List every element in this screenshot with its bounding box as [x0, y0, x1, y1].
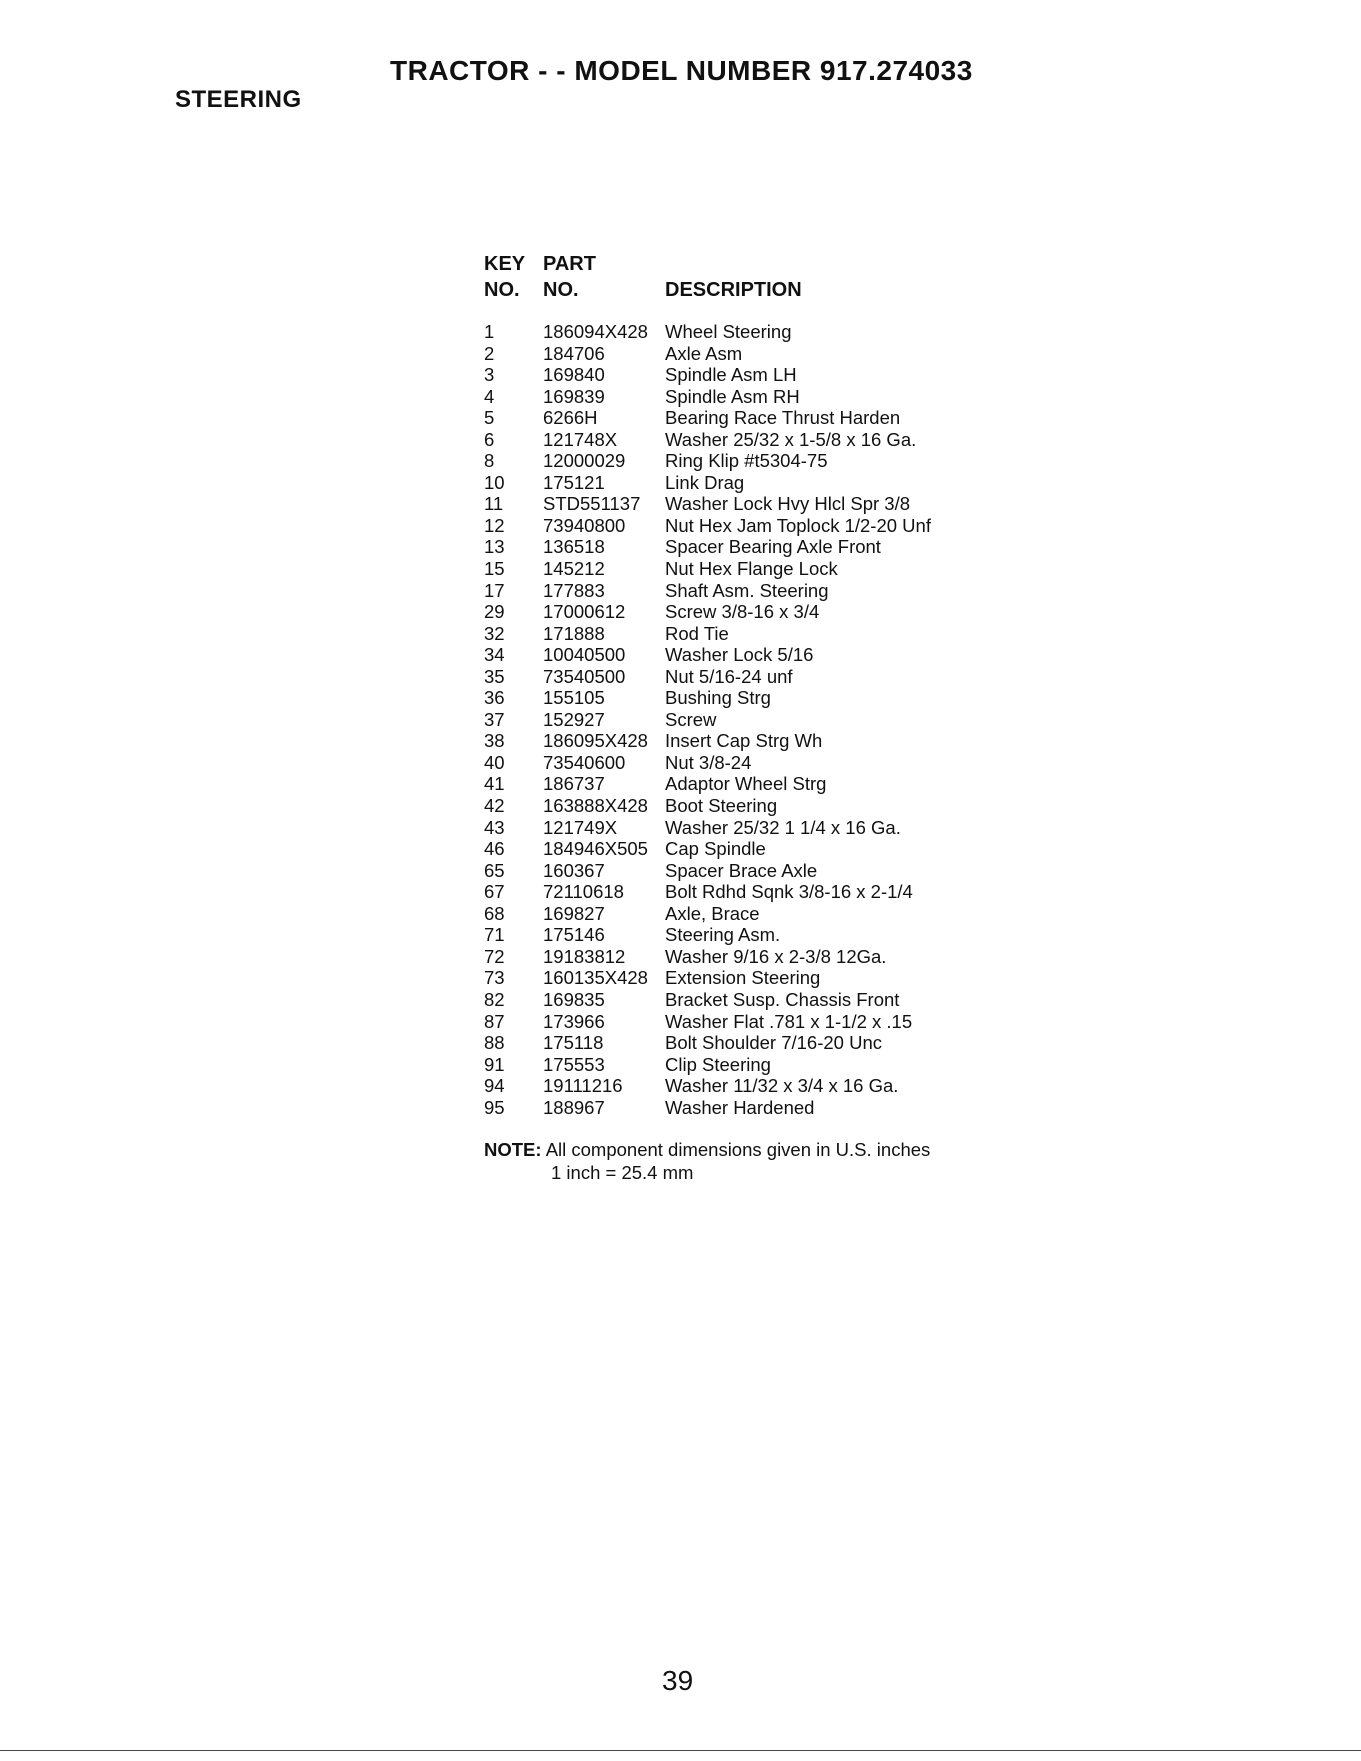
- part-no: 171888: [543, 622, 605, 644]
- header-description: DESCRIPTION: [665, 279, 802, 301]
- part-description: Washer 25/32 1 1/4 x 16 Ga.: [665, 816, 901, 838]
- part-description: Washer Lock Hvy Hlcl Spr 3/8: [665, 493, 911, 515]
- key-no: 82: [484, 988, 505, 1010]
- part-description: Spacer Brace Axle: [665, 859, 818, 881]
- part-no: 12000029: [543, 450, 626, 472]
- note: [484, 1138, 930, 1184]
- page-number: 39: [662, 1665, 694, 1696]
- part-no: 186095X428: [543, 730, 648, 752]
- part-no: 145212: [543, 558, 605, 580]
- part-no: 17000612: [543, 601, 626, 623]
- part-description: Bearing Race Thrust Harden: [665, 407, 901, 429]
- key-no: 1: [484, 321, 495, 342]
- part-description: Washer Flat .781 x 1-1/2 x .15: [665, 1010, 913, 1032]
- part-no: 73540500: [543, 665, 626, 687]
- header-part-line2: NO.: [543, 279, 579, 301]
- page-title: TRACTOR - - MODEL NUMBER 917.274033: [390, 55, 973, 86]
- part-description: Link Drag: [665, 471, 745, 493]
- bottom-rule: [0, 1750, 1361, 1751]
- key-no: 3: [484, 364, 495, 386]
- key-no: 35: [484, 665, 505, 687]
- key-no: 91: [484, 1053, 505, 1075]
- key-no: 71: [484, 924, 505, 946]
- part-description: Spacer Bearing Axle Front: [665, 536, 881, 558]
- part-no: 73540600: [543, 751, 626, 773]
- part-no: 152927: [543, 708, 605, 730]
- key-no: 95: [484, 1096, 505, 1118]
- part-no: 175553: [543, 1053, 605, 1075]
- part-no: 73940800: [543, 514, 626, 536]
- part-no: 169840: [543, 364, 605, 386]
- part-description: Screw: [665, 708, 717, 730]
- part-no: 10040500: [543, 644, 626, 666]
- part-no: 186094X428: [543, 321, 648, 342]
- part-description: Washer 9/16 x 2-3/8 12Ga.: [665, 945, 887, 967]
- key-no: 72: [484, 945, 505, 967]
- header-key-line1: KEY: [484, 253, 526, 275]
- part-description: Rod Tie: [665, 622, 729, 644]
- part-description: Spindle Asm LH: [665, 364, 797, 386]
- part-no: 169839: [543, 385, 605, 407]
- key-no: 68: [484, 902, 505, 924]
- header-key-line2: NO.: [484, 279, 520, 301]
- part-no: 175118: [543, 1032, 604, 1054]
- part-no: 136518: [543, 536, 605, 558]
- note-line2: 1 inch = 25.4 mm: [551, 1162, 694, 1183]
- key-no: 73: [484, 967, 505, 989]
- part-description: Washer 11/32 x 3/4 x 16 Ga.: [665, 1075, 899, 1097]
- note-line1: All component dimensions given in U.S. inches: [545, 1139, 931, 1160]
- key-no: 37: [484, 708, 505, 730]
- part-description: Bolt Rdhd Sqnk 3/8-16 x 2-1/4: [665, 881, 913, 903]
- key-no: 36: [484, 687, 505, 709]
- key-no: 4: [484, 385, 495, 407]
- part-description: Boot Steering: [665, 795, 778, 817]
- part-no: 173966: [543, 1010, 605, 1032]
- key-no: 17: [484, 579, 505, 601]
- key-no: 34: [484, 644, 505, 666]
- part-description: Extension Steering: [665, 967, 821, 989]
- part-description: Ring Klip #t5304-75: [665, 450, 828, 472]
- part-description: Bracket Susp. Chassis Front: [665, 988, 900, 1010]
- part-no: 155105: [543, 687, 605, 709]
- key-no: 29: [484, 601, 505, 623]
- key-no: 15: [484, 558, 505, 580]
- part-description: Screw 3/8-16 x 3/4: [665, 601, 820, 623]
- part-description: Axle, Brace: [665, 902, 760, 924]
- part-no: 163888X428: [543, 795, 648, 817]
- part-description: Cap Spindle: [665, 838, 766, 860]
- part-no: 121749X: [543, 816, 618, 838]
- part-no: 184706: [543, 342, 605, 364]
- part-description: Bolt Shoulder 7/16-20 Unc: [665, 1032, 882, 1054]
- part-no: 169835: [543, 988, 605, 1010]
- part-no: 19183812: [543, 945, 626, 967]
- part-no: 19111216: [543, 1075, 623, 1097]
- part-no: 160135X428: [543, 967, 648, 989]
- part-description: Bushing Strg: [665, 687, 771, 709]
- part-no: 184946X505: [543, 838, 648, 860]
- part-no: 160367: [543, 859, 605, 881]
- key-no: 87: [484, 1010, 505, 1032]
- section-title: STEERING: [175, 86, 302, 113]
- key-no: 11: [484, 493, 504, 515]
- part-no: 121748X: [543, 428, 618, 450]
- part-no: 177883: [543, 579, 605, 601]
- note-label: NOTE:: [484, 1139, 542, 1160]
- key-no: 12: [484, 514, 505, 536]
- part-no: 175146: [543, 924, 605, 946]
- part-description: Washer Lock 5/16: [665, 644, 814, 666]
- key-no: 2: [484, 342, 495, 364]
- header-part-line1: PART: [543, 253, 596, 275]
- key-no: 38: [484, 730, 505, 752]
- part-description: Nut Hex Jam Toplock 1/2-20 Unf: [665, 514, 931, 536]
- part-no: 72110618: [543, 881, 624, 903]
- key-no: 13: [484, 536, 505, 558]
- key-no: 41: [484, 773, 505, 795]
- key-no: 8: [484, 450, 495, 472]
- key-no: 94: [484, 1075, 505, 1097]
- key-no: 67: [484, 881, 505, 903]
- part-description: Shaft Asm. Steering: [665, 579, 829, 601]
- key-no: 10: [484, 471, 505, 493]
- part-description: Nut 3/8-24: [665, 751, 752, 773]
- part-no: 6266H: [543, 407, 598, 429]
- part-description: Clip Steering: [665, 1053, 771, 1075]
- part-description: Insert Cap Strg Wh: [665, 730, 823, 752]
- part-description: Nut Hex Flange Lock: [665, 558, 838, 580]
- part-no: STD551137: [543, 493, 641, 515]
- key-no: 40: [484, 751, 505, 773]
- part-description: Wheel Steering: [665, 321, 792, 342]
- part-description: Steering Asm.: [665, 924, 781, 946]
- part-description: Washer 25/32 x 1-5/8 x 16 Ga.: [665, 428, 917, 450]
- part-no: 186737: [543, 773, 605, 795]
- key-no: 6: [484, 428, 495, 450]
- key-no: 65: [484, 859, 505, 881]
- part-no: 188967: [543, 1096, 605, 1118]
- key-no: 32: [484, 622, 505, 644]
- key-no: 46: [484, 838, 505, 860]
- part-description: Spindle Asm RH: [665, 385, 800, 407]
- part-description: Nut 5/16-24 unf: [665, 665, 793, 687]
- part-no: 169827: [543, 902, 605, 924]
- key-no: 88: [484, 1032, 505, 1054]
- part-description: Adaptor Wheel Strg: [665, 773, 827, 795]
- key-no: 42: [484, 795, 505, 817]
- part-description: Washer Hardened: [665, 1096, 815, 1118]
- part-no: 175121: [543, 471, 605, 493]
- key-no: 43: [484, 816, 505, 838]
- key-no: 5: [484, 407, 495, 429]
- part-description: Axle Asm: [665, 342, 743, 364]
